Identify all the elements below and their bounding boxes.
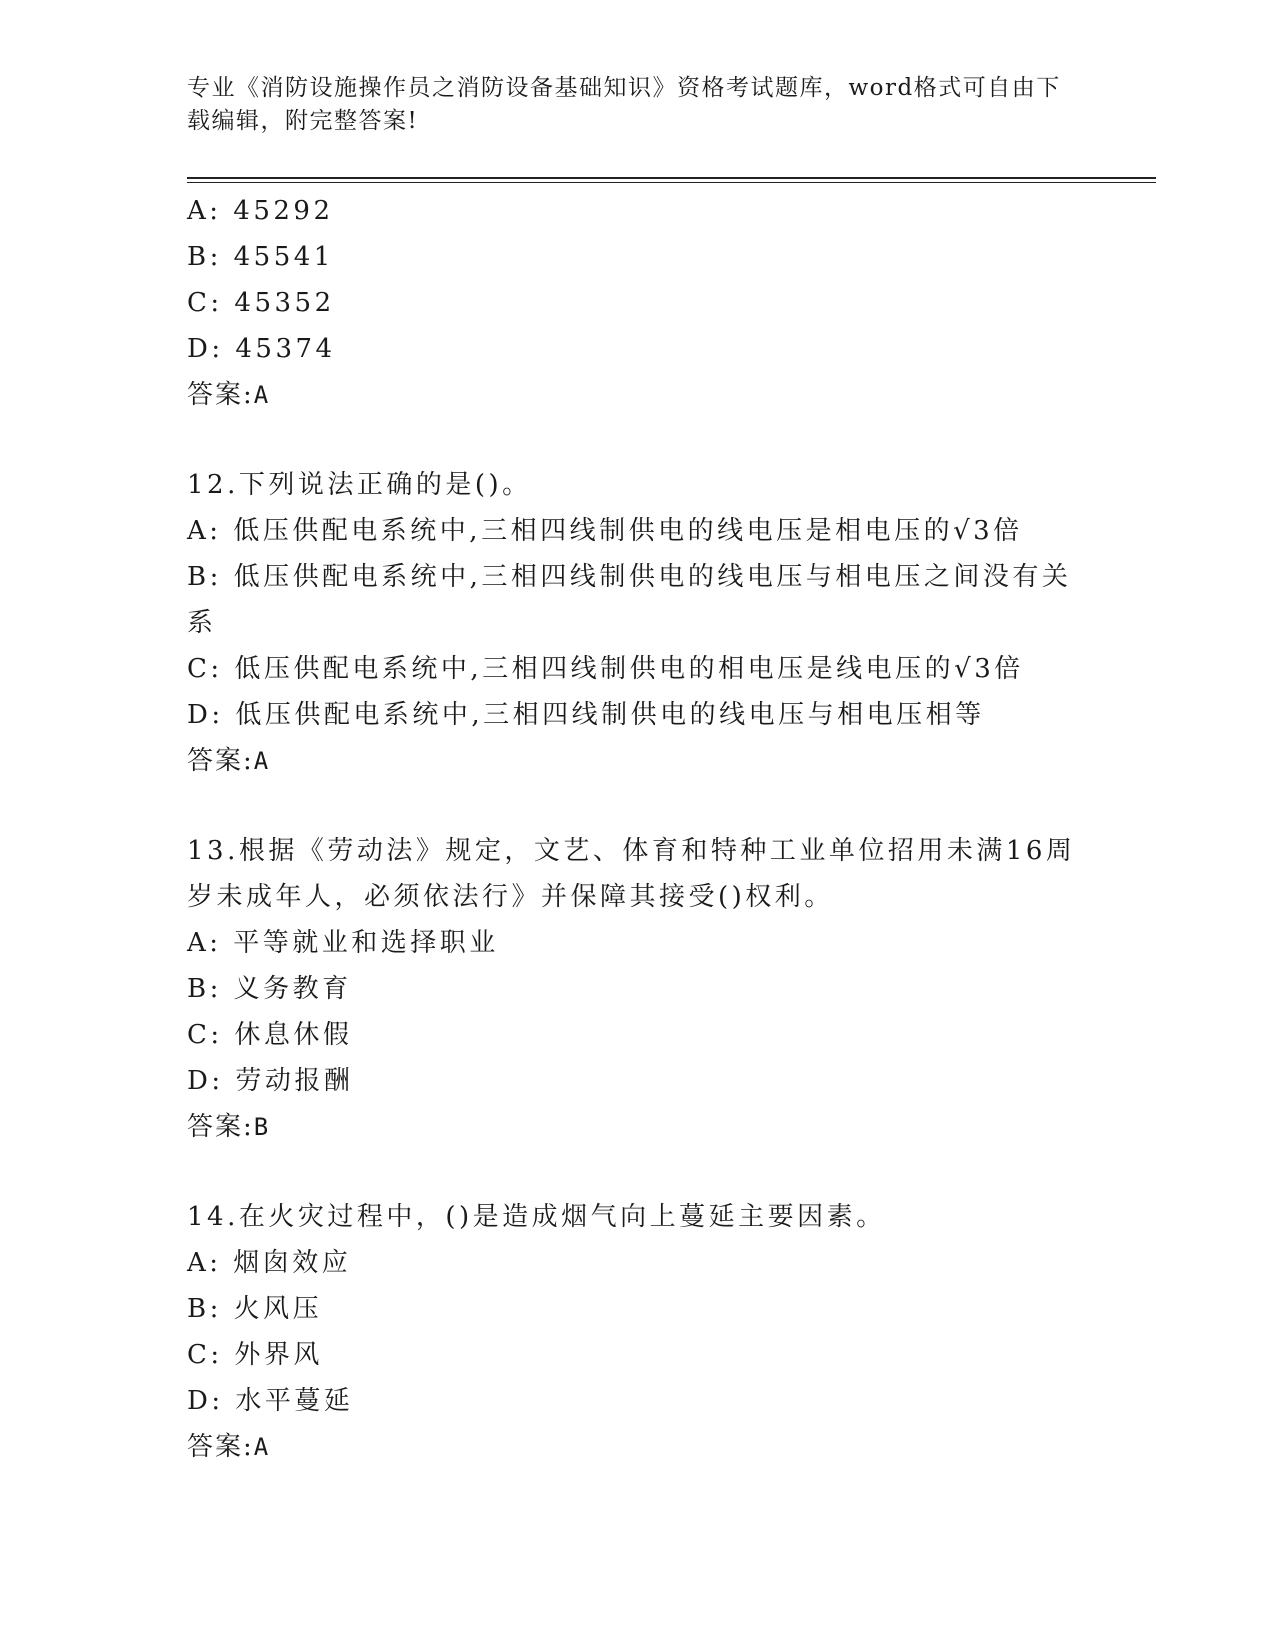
question-13 (187, 828, 1087, 1150)
option-b: B: 45541 (187, 242, 334, 272)
question-stem: 13.根据《劳动法》规定，文艺、体育和特种工业单位招用未满16周 (187, 836, 1076, 866)
answer-value: A (253, 747, 271, 775)
question-stem: 12.下列说法正确的是()。 (187, 470, 532, 500)
answer-label: 答案: (187, 1432, 254, 1462)
option-c: C: 外界风 (187, 1340, 323, 1370)
question-11 (187, 188, 1087, 418)
option-d: D: 45374 (187, 334, 336, 364)
answer-label: 答案: (187, 1112, 254, 1142)
document-header (187, 72, 1087, 138)
answer-value: B (253, 1113, 271, 1141)
option-a: A: 平等就业和选择职业 (187, 928, 499, 958)
answer-value: A (253, 381, 271, 409)
option-d: D: 低压供配电系统中,三相四线制供电的线电压与相电压相等 (187, 700, 985, 730)
option-b: B: 低压供配电系统中,三相四线制供电的线电压与相电压之间没有关 (187, 562, 1072, 592)
answer-line (187, 372, 1087, 418)
option-c: C: 45352 (187, 288, 335, 318)
option-a: A: 烟囱效应 (187, 1248, 352, 1278)
option-b: B: 义务教育 (187, 974, 352, 1004)
option-c: C: 休息休假 (187, 1020, 353, 1050)
question-stem-continued: 岁未成年人，必须依法行》并保障其接受()权利。 (187, 882, 834, 912)
option-b-continued: 系 (187, 608, 217, 638)
option-b: B: 火风压 (187, 1294, 323, 1324)
option-d: D: 劳动报酬 (187, 1066, 354, 1096)
answer-line (187, 738, 1087, 784)
answer-value: A (253, 1433, 271, 1461)
answer-line (187, 1424, 1087, 1470)
header-divider-thin (187, 182, 1156, 183)
question-list (187, 188, 1087, 1470)
answer-line (187, 1104, 1087, 1150)
option-c: C: 低压供配电系统中,三相四线制供电的相电压是线电压的√3倍 (187, 654, 1024, 684)
option-a: A: 45292 (187, 196, 334, 226)
option-a: A: 低压供配电系统中,三相四线制供电的线电压是相电压的√3倍 (187, 516, 1023, 546)
question-14 (187, 1194, 1087, 1470)
question-12 (187, 462, 1087, 784)
question-stem: 14.在火灾过程中，()是造成烟气向上蔓延主要因素。 (187, 1202, 886, 1232)
option-d: D: 水平蔓延 (187, 1386, 354, 1416)
answer-label: 答案: (187, 380, 254, 410)
answer-label: 答案: (187, 746, 254, 776)
header-text-line-1: 专业《消防设施操作员之消防设备基础知识》资格考试题库，word格式可自由下 (187, 75, 1061, 101)
header-divider-thick (187, 177, 1156, 179)
header-text-line-2: 载编辑，附完整答案! (187, 108, 419, 134)
